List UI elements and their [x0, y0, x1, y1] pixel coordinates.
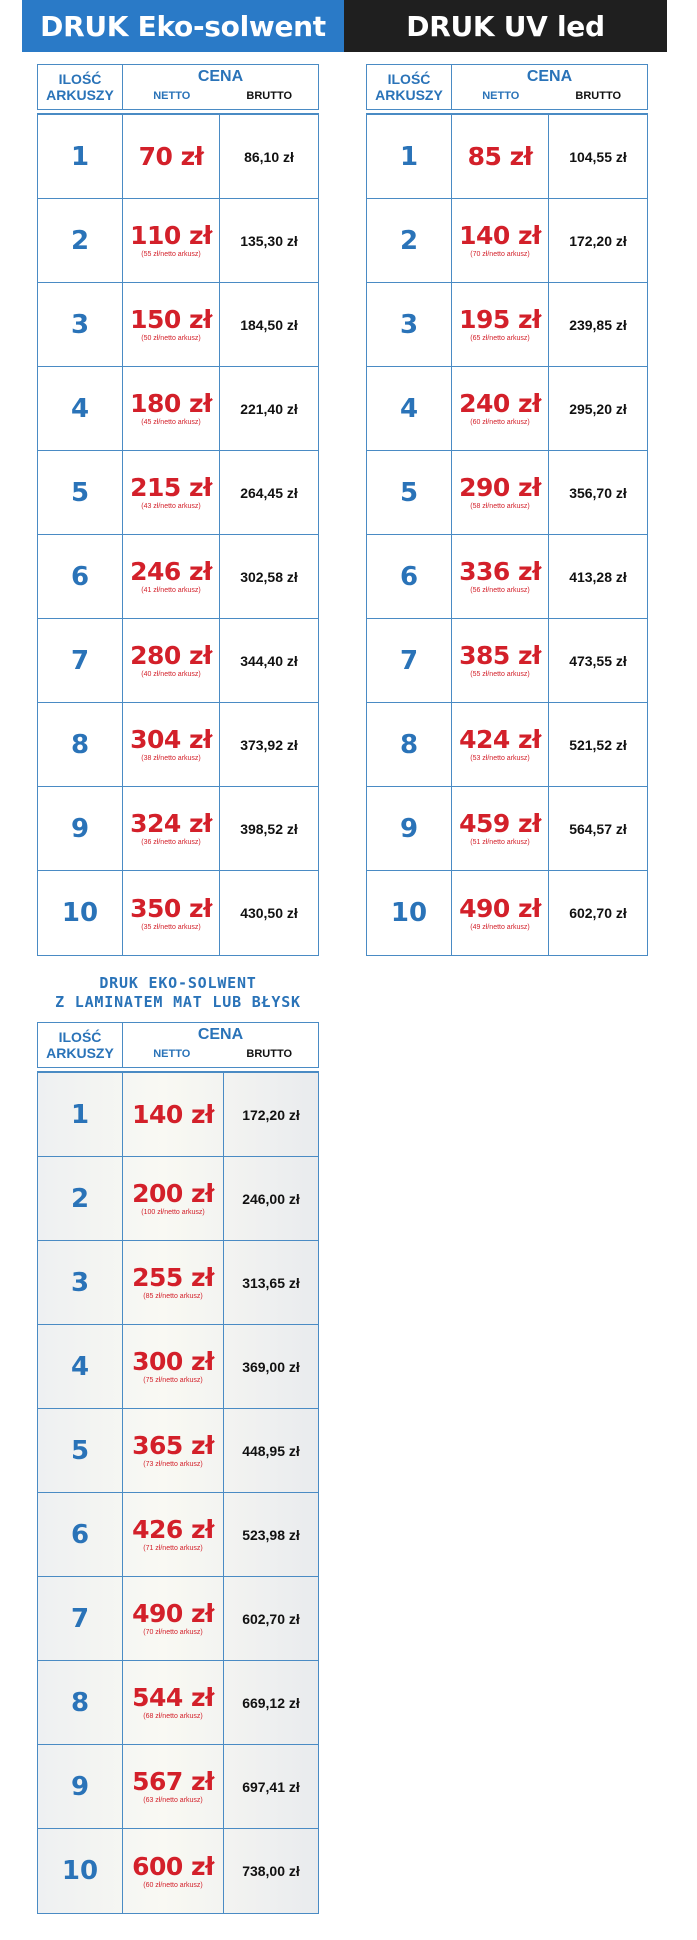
per-sheet-note: (65 zł/netto arkusz) [470, 335, 530, 342]
sheet-quantity: 2 [38, 1157, 123, 1240]
sheet-quantity: 9 [38, 1745, 123, 1828]
brutto-header: BRUTTO [575, 90, 622, 102]
per-sheet-note: (60 zł/netto arkusz) [143, 1881, 203, 1889]
per-sheet-note: (58 zł/netto arkusz) [470, 503, 530, 510]
per-sheet-note: (60 zł/netto arkusz) [470, 419, 530, 426]
per-sheet-note: (36 zł/netto arkusz) [141, 839, 201, 846]
sheet-quantity: 5 [38, 1409, 123, 1492]
netto-price: 215 zł [130, 473, 212, 502]
qty-header [367, 65, 452, 109]
laminate-title-line1: DRUK EKO-SOLWENT [99, 974, 257, 992]
banner-uv-led: DRUK UV led [344, 0, 667, 52]
table-row [367, 367, 647, 451]
netto-price: 70 zł [138, 141, 204, 171]
per-sheet-note: (43 zł/netto arkusz) [141, 503, 201, 510]
netto-cell [452, 283, 549, 366]
netto-price: 280 zł [130, 641, 212, 670]
netto-price: 424 zł [459, 725, 541, 754]
sheet-quantity: 3 [38, 283, 123, 366]
table-row [38, 1409, 318, 1493]
brutto-price: 523,98 zł [242, 1526, 300, 1543]
sheet-quantity: 1 [38, 1073, 123, 1156]
table-row [38, 1829, 318, 1913]
netto-price: 365 zł [132, 1431, 214, 1460]
netto-cell [452, 619, 549, 702]
table-row [367, 871, 647, 955]
brutto-price: 398,52 zł [240, 820, 298, 837]
sheet-quantity: 8 [38, 1661, 123, 1744]
qty-header-line1: ILOŚĆ [58, 1029, 102, 1045]
price-table-uv-led [366, 64, 648, 956]
netto-cell [123, 1073, 224, 1156]
brutto-price: 302,58 zł [240, 568, 298, 585]
sheet-quantity: 3 [38, 1241, 123, 1324]
brutto-price: 135,30 zł [240, 232, 298, 249]
netto-cell [123, 1409, 224, 1492]
price-table-laminate [37, 1022, 319, 1914]
table-row [38, 367, 318, 451]
netto-price: 110 zł [130, 221, 212, 250]
netto-cell [123, 1157, 224, 1240]
netto-price: 385 zł [459, 641, 541, 670]
table-row [38, 1661, 318, 1745]
sheet-quantity: 10 [38, 871, 123, 955]
sheet-quantity: 2 [367, 199, 452, 282]
sheet-quantity: 1 [38, 115, 123, 198]
per-sheet-note: (70 zł/netto arkusz) [143, 1629, 203, 1636]
sheet-quantity: 1 [367, 115, 452, 198]
table-row [38, 199, 318, 283]
per-sheet-note: (55 zł/netto arkusz) [470, 671, 530, 678]
table-body [366, 113, 648, 956]
table-header [37, 1022, 319, 1068]
price-header-title: CENA [197, 68, 244, 85]
brutto-price: 602,70 zł [242, 1610, 300, 1627]
price-header [123, 65, 318, 109]
per-sheet-note: (38 zł/netto arkusz) [141, 755, 201, 762]
table-row [38, 1241, 318, 1325]
table-row [38, 1073, 318, 1157]
netto-price: 246 zł [130, 557, 212, 586]
netto-price: 255 zł [132, 1263, 214, 1292]
qty-header-line1: ILOŚĆ [387, 71, 431, 87]
sheet-quantity: 4 [367, 367, 452, 450]
netto-cell [123, 703, 220, 786]
netto-cell [123, 115, 220, 198]
table-row [38, 1745, 318, 1829]
brutto-price: 521,52 zł [569, 736, 627, 753]
table-row [38, 283, 318, 367]
qty-header-line2: ARKUSZY [46, 1045, 114, 1061]
netto-price: 544 zł [132, 1683, 214, 1712]
price-header [123, 1023, 318, 1067]
brutto-price: 473,55 zł [569, 652, 627, 669]
sheet-quantity: 10 [38, 1829, 123, 1913]
brutto-price: 172,20 zł [569, 232, 627, 249]
table-row [38, 115, 318, 199]
netto-cell [452, 871, 549, 955]
per-sheet-note: (53 zł/netto arkusz) [470, 755, 530, 762]
netto-price: 180 zł [130, 389, 212, 418]
sheet-quantity: 5 [367, 451, 452, 534]
netto-cell [123, 451, 220, 534]
netto-price: 490 zł [459, 893, 541, 923]
netto-price: 140 zł [132, 1099, 214, 1129]
sheet-quantity: 7 [367, 619, 452, 702]
sheet-quantity: 5 [38, 451, 123, 534]
brutto-price: 221,40 zł [240, 400, 298, 417]
netto-price: 140 zł [459, 221, 541, 250]
netto-price: 85 zł [467, 141, 533, 171]
per-sheet-note: (55 zł/netto arkusz) [141, 251, 201, 258]
brutto-header: BRUTTO [246, 90, 293, 102]
price-table-eko-solwent [37, 64, 319, 956]
sheet-quantity: 6 [38, 535, 123, 618]
per-sheet-note: (70 zł/netto arkusz) [470, 251, 530, 258]
sheet-quantity: 7 [38, 619, 123, 702]
netto-header: NETTO [482, 90, 520, 102]
price-header-title: CENA [197, 1026, 244, 1043]
netto-cell [123, 1829, 224, 1913]
table-row [367, 283, 647, 367]
qty-header-line1: ILOŚĆ [58, 71, 102, 87]
table-row [367, 619, 647, 703]
per-sheet-note: (35 zł/netto arkusz) [141, 923, 201, 931]
netto-cell [123, 787, 220, 870]
per-sheet-note: (40 zł/netto arkusz) [141, 671, 201, 678]
netto-price: 336 zł [459, 557, 541, 586]
netto-price: 195 zł [459, 305, 541, 334]
netto-price: 324 zł [130, 809, 212, 838]
netto-cell [123, 1241, 224, 1324]
table-row [38, 619, 318, 703]
sheet-quantity: 8 [367, 703, 452, 786]
netto-price: 600 zł [132, 1851, 214, 1881]
brutto-price: 369,00 zł [242, 1358, 300, 1375]
brutto-price: 602,70 zł [569, 905, 627, 921]
brutto-price: 564,57 zł [569, 820, 627, 837]
netto-cell [123, 1325, 224, 1408]
per-sheet-note: (41 zł/netto arkusz) [141, 587, 201, 594]
per-sheet-note: (56 zł/netto arkusz) [470, 587, 530, 594]
brutto-price: 313,65 zł [242, 1274, 300, 1291]
netto-price: 290 zł [459, 473, 541, 502]
sheet-quantity: 6 [38, 1493, 123, 1576]
qty-header-line2: ARKUSZY [46, 87, 114, 103]
brutto-price: 430,50 zł [240, 905, 298, 921]
brutto-price: 184,50 zł [240, 316, 298, 333]
table-header [37, 64, 319, 110]
brutto-price: 669,12 zł [242, 1694, 300, 1711]
table-body [37, 1071, 319, 1914]
netto-price: 459 zł [459, 809, 541, 838]
table-row [38, 1325, 318, 1409]
brutto-price: 172,20 zł [242, 1106, 300, 1123]
netto-price: 490 zł [132, 1599, 214, 1628]
netto-price: 567 zł [132, 1767, 214, 1796]
per-sheet-note: (100 zł/netto arkusz) [141, 1209, 205, 1216]
netto-price: 426 zł [132, 1515, 214, 1544]
netto-cell [123, 367, 220, 450]
netto-price: 304 zł [130, 725, 212, 754]
brutto-price: 413,28 zł [569, 568, 627, 585]
netto-header: NETTO [153, 1048, 191, 1060]
netto-cell [452, 787, 549, 870]
brutto-price: 104,55 zł [569, 148, 627, 165]
netto-cell [452, 367, 549, 450]
qty-header [38, 1023, 123, 1067]
netto-price: 350 zł [130, 893, 212, 923]
per-sheet-note: (68 zł/netto arkusz) [143, 1713, 203, 1720]
brutto-price: 448,95 zł [242, 1442, 300, 1459]
laminate-section-title [37, 974, 319, 1012]
per-sheet-note: (63 zł/netto arkusz) [143, 1797, 203, 1804]
netto-price: 300 zł [132, 1347, 214, 1376]
netto-price: 200 zł [132, 1179, 214, 1208]
sheet-quantity: 4 [38, 1325, 123, 1408]
qty-header-line2: ARKUSZY [375, 87, 443, 103]
table-row [38, 871, 318, 955]
sheet-quantity: 7 [38, 1577, 123, 1660]
netto-cell [452, 703, 549, 786]
netto-cell [123, 535, 220, 618]
table-row [38, 787, 318, 871]
brutto-price: 239,85 zł [569, 316, 627, 333]
per-sheet-note: (51 zł/netto arkusz) [470, 839, 530, 846]
netto-header: NETTO [153, 90, 191, 102]
table-row [367, 703, 647, 787]
brutto-price: 246,00 zł [242, 1190, 300, 1207]
table-row [38, 535, 318, 619]
sheet-quantity: 4 [38, 367, 123, 450]
netto-cell [452, 535, 549, 618]
sheet-quantity: 3 [367, 283, 452, 366]
sheet-quantity: 10 [367, 871, 452, 955]
laminate-title-line2: Z LAMINATEM MAT LUB BŁYSK [55, 993, 301, 1011]
netto-cell [123, 1661, 224, 1744]
price-header [452, 65, 647, 109]
table-row [367, 451, 647, 535]
sheet-quantity: 9 [38, 787, 123, 870]
table-row [367, 787, 647, 871]
brutto-price: 344,40 zł [240, 652, 298, 669]
netto-cell [452, 115, 549, 198]
per-sheet-note: (45 zł/netto arkusz) [141, 419, 201, 426]
per-sheet-note: (73 zł/netto arkusz) [143, 1461, 203, 1468]
netto-price: 150 zł [130, 305, 212, 334]
table-row [38, 1493, 318, 1577]
brutto-price: 264,45 zł [240, 484, 298, 501]
netto-cell [123, 283, 220, 366]
brutto-price: 373,92 zł [240, 736, 298, 753]
table-header [366, 64, 648, 110]
brutto-price: 86,10 zł [244, 148, 294, 165]
brutto-price: 295,20 zł [569, 400, 627, 417]
netto-cell [123, 1745, 224, 1828]
per-sheet-note: (71 zł/netto arkusz) [143, 1545, 203, 1552]
table-row [38, 1577, 318, 1661]
table-row [367, 535, 647, 619]
netto-cell [123, 1493, 224, 1576]
per-sheet-note: (49 zł/netto arkusz) [470, 923, 530, 931]
per-sheet-note: (85 zł/netto arkusz) [143, 1293, 203, 1300]
brutto-price: 738,00 zł [242, 1863, 300, 1879]
netto-cell [123, 1577, 224, 1660]
table-body [37, 113, 319, 956]
banner-eko-solwent: DRUK Eko-solwent [22, 0, 344, 52]
sheet-quantity: 2 [38, 199, 123, 282]
price-header-title: CENA [526, 68, 573, 85]
table-row [367, 115, 647, 199]
brutto-price: 697,41 zł [242, 1778, 300, 1795]
qty-header [38, 65, 123, 109]
per-sheet-note: (50 zł/netto arkusz) [141, 335, 201, 342]
sheet-quantity: 8 [38, 703, 123, 786]
netto-price: 240 zł [459, 389, 541, 418]
table-row [38, 451, 318, 535]
sheet-quantity: 9 [367, 787, 452, 870]
netto-cell [452, 199, 549, 282]
per-sheet-note: (75 zł/netto arkusz) [143, 1377, 203, 1384]
table-row [38, 1157, 318, 1241]
netto-cell [123, 619, 220, 702]
table-row [38, 703, 318, 787]
brutto-price: 356,70 zł [569, 484, 627, 501]
netto-cell [123, 871, 220, 955]
netto-cell [452, 451, 549, 534]
brutto-header: BRUTTO [246, 1048, 293, 1060]
netto-cell [123, 199, 220, 282]
table-row [367, 199, 647, 283]
sheet-quantity: 6 [367, 535, 452, 618]
